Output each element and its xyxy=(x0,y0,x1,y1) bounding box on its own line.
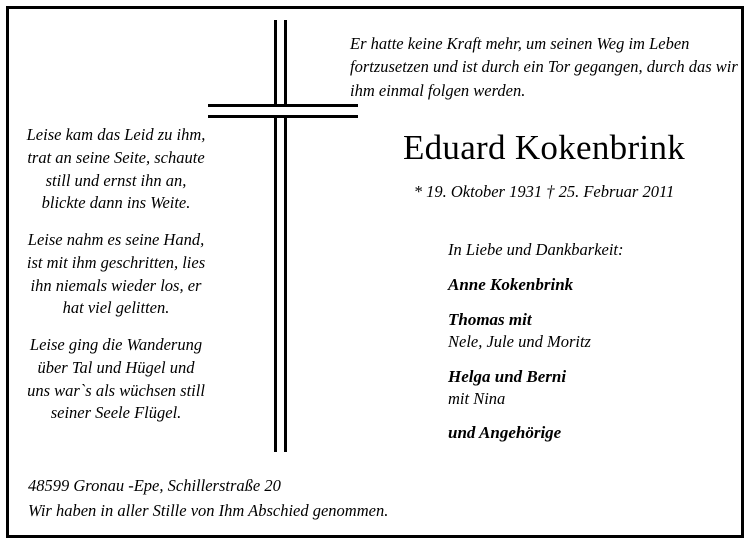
list-item xyxy=(448,366,738,410)
life-dates: * 19. Oktober 1931 † 25. Februar 2011 xyxy=(413,182,675,202)
poem-stanza-3: Leise ging die Wanderung über Tal und Hügel und uns war`s als wüchsen still seiner Seele Flügel. xyxy=(27,335,205,423)
dedication-line: In Liebe und Dankbarkeit: xyxy=(448,240,624,260)
closing-line: Wir haben in aller Stille von Ihm Abschied genommen. xyxy=(28,501,389,521)
list-item xyxy=(448,274,738,296)
survivor-primary: Thomas mit xyxy=(448,310,532,330)
memorial-poem xyxy=(26,124,206,425)
survivor-secondary: Nele, Jule und Moritz xyxy=(448,332,591,352)
address-line: 48599 Gronau -Epe, Schillerstraße 20 xyxy=(28,475,281,495)
survivor-primary: Helga und Berni xyxy=(448,366,567,386)
survivors-list xyxy=(448,274,738,444)
list-item xyxy=(448,309,738,353)
cross-icon xyxy=(208,20,358,452)
poem-stanza-2: Leise nahm es seine Hand, ist mit ihm geschritten, lies ihn niemals wieder los, er hat viel gelitten. xyxy=(26,230,206,318)
survivor-primary: und Angehörige xyxy=(448,423,562,443)
list-item xyxy=(448,422,738,444)
footer-block xyxy=(28,473,708,524)
survivor-secondary: mit Nina xyxy=(448,388,506,408)
deceased-name: Eduard Kokenbrink xyxy=(402,128,686,168)
survivor-primary: Anne Kokenbrink xyxy=(448,275,574,295)
memorial-intro-text: Er hatte keine Kraft mehr, um seinen Weg im Leben fortzusetzen und ist durch ein Tor gegangen, durch das wir ihm einmal folgen werden. xyxy=(350,34,738,100)
poem-stanza-1: Leise kam das Leid zu ihm, trat an seine Seite, schaute still und ernst ihn an, blickte dann ins Weite. xyxy=(26,125,206,213)
card-content xyxy=(12,12,738,532)
memorial-main-column xyxy=(350,32,738,458)
